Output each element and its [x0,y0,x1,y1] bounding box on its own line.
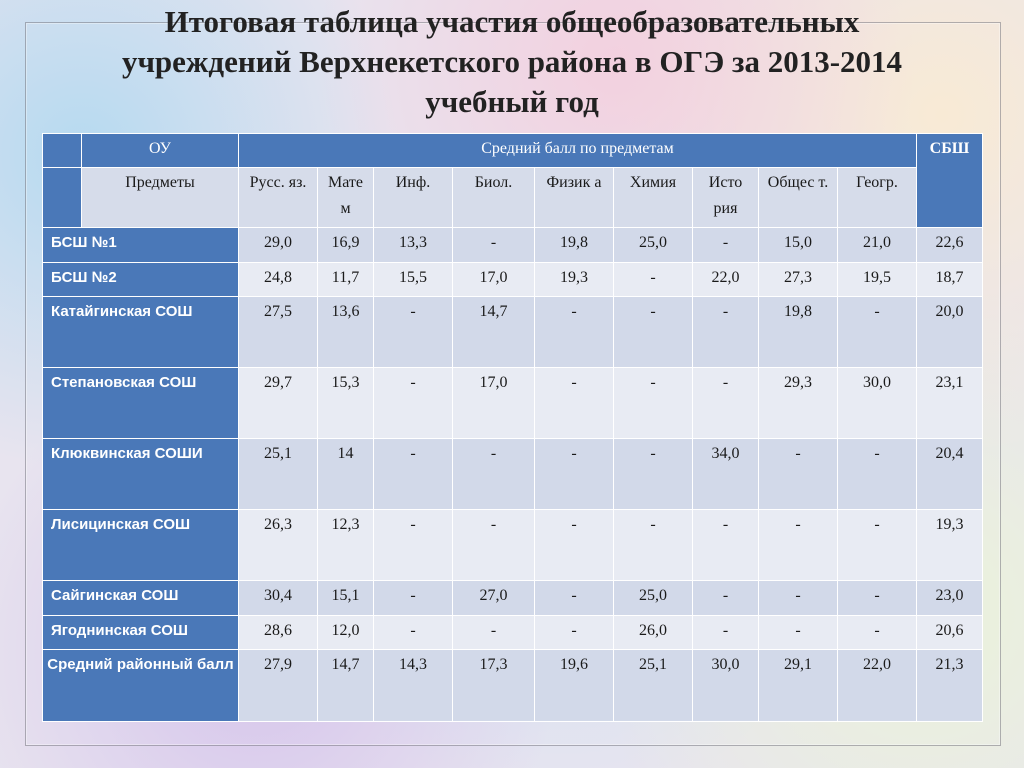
score-cell: - [374,368,453,439]
score-cell: 17,0 [453,368,535,439]
score-cell: 14 [318,439,374,510]
table-row [43,228,983,263]
score-cell: - [374,581,453,616]
school-name: Ягоднинская СОШ [43,616,239,650]
table-row [43,650,983,722]
score-cell: 15,5 [374,263,453,297]
sbsh-cell: 20,6 [917,616,983,650]
score-cell: 29,0 [239,228,318,263]
subject-cell: Геогр. [838,168,917,228]
score-cell: 19,6 [535,650,614,722]
score-cell: 12,0 [318,616,374,650]
title-line-3: учебный год [425,84,599,119]
subject-cell: Химия [614,168,693,228]
score-cell: 29,7 [239,368,318,439]
title-line-2: учреждений Верхнекетского района в ОГЭ за 2013-2014 [121,44,903,79]
sbsh-cell: 18,7 [917,263,983,297]
score-cell: - [614,510,693,581]
school-name: БСШ №2 [43,263,239,297]
subject-cell: Русс. яз. [239,168,318,228]
sbsh-cell: 19,3 [917,510,983,581]
score-cell: 27,5 [239,297,318,368]
score-cell: 26,3 [239,510,318,581]
table-row [43,368,983,439]
header-row [43,134,983,168]
table-row [43,263,983,297]
results-table [42,133,983,722]
score-cell: 30,4 [239,581,318,616]
table-row [43,439,983,510]
score-cell: - [374,439,453,510]
score-cell: - [535,368,614,439]
score-cell: 29,3 [759,368,838,439]
score-cell: 14,3 [374,650,453,722]
score-cell: 25,0 [614,228,693,263]
school-name: Сайгинская СОШ [43,581,239,616]
school-name: БСШ №1 [43,228,239,263]
score-cell: - [614,368,693,439]
corner-cell [43,134,82,168]
score-cell: - [693,581,759,616]
school-name: Средний районный балл [43,650,239,722]
school-name: Клюквинская СОШИ [43,439,239,510]
header-sbsh: СБШ [917,134,983,228]
score-cell: 25,1 [239,439,318,510]
score-cell: 24,8 [239,263,318,297]
score-cell: - [453,616,535,650]
sbsh-cell: 21,3 [917,650,983,722]
score-cell: - [535,439,614,510]
score-cell: 27,0 [453,581,535,616]
table-row [43,510,983,581]
score-cell: - [453,510,535,581]
score-cell: 25,1 [614,650,693,722]
score-cell: - [374,510,453,581]
sbsh-cell: 23,0 [917,581,983,616]
score-cell: 12,3 [318,510,374,581]
table-body [43,134,983,722]
score-cell: 11,7 [318,263,374,297]
school-name: Степановская СОШ [43,368,239,439]
score-cell: - [693,297,759,368]
header-ou: ОУ [82,134,239,168]
score-cell: 27,9 [239,650,318,722]
score-cell: 17,3 [453,650,535,722]
sbsh-cell: 20,0 [917,297,983,368]
score-cell: - [614,297,693,368]
score-cell: - [614,439,693,510]
score-cell: - [693,510,759,581]
score-cell: 14,7 [453,297,535,368]
score-cell: 15,1 [318,581,374,616]
subject-cell: Биол. [453,168,535,228]
score-cell: - [838,510,917,581]
subject-cell: Мате м [318,168,374,228]
school-name: Лисицинская СОШ [43,510,239,581]
score-cell: - [453,228,535,263]
score-cell: - [838,439,917,510]
score-cell: 28,6 [239,616,318,650]
score-cell: - [535,616,614,650]
score-cell: 27,3 [759,263,838,297]
score-cell: 15,0 [759,228,838,263]
subjects-label: Предметы [82,168,239,228]
score-cell: - [693,368,759,439]
score-cell: 29,1 [759,650,838,722]
score-cell: 26,0 [614,616,693,650]
score-cell: 19,8 [535,228,614,263]
subject-cell: Общес т. [759,168,838,228]
score-cell: - [759,616,838,650]
score-cell: - [453,439,535,510]
score-cell: 17,0 [453,263,535,297]
score-cell: - [535,510,614,581]
score-cell: - [693,616,759,650]
score-cell: - [838,297,917,368]
score-cell: - [614,263,693,297]
score-cell: - [374,616,453,650]
score-cell: - [759,510,838,581]
score-cell: 30,0 [693,650,759,722]
score-cell: 25,0 [614,581,693,616]
page-title [40,2,984,122]
table-row [43,616,983,650]
score-cell: 34,0 [693,439,759,510]
score-cell: - [759,581,838,616]
subject-cell: Физик а [535,168,614,228]
score-cell: - [535,581,614,616]
corner-cell-2 [43,168,82,228]
score-cell: - [535,297,614,368]
score-cell: 15,3 [318,368,374,439]
score-cell: 19,5 [838,263,917,297]
score-cell: - [838,581,917,616]
school-name: Катайгинская СОШ [43,297,239,368]
sbsh-cell: 20,4 [917,439,983,510]
score-cell: - [693,228,759,263]
score-cell: 30,0 [838,368,917,439]
table-row [43,581,983,616]
sbsh-cell: 22,6 [917,228,983,263]
header-avg: Средний балл по предметам [239,134,917,168]
score-cell: - [759,439,838,510]
score-cell: 13,3 [374,228,453,263]
score-cell: 13,6 [318,297,374,368]
score-cell: 22,0 [838,650,917,722]
subject-cell: Исто рия [693,168,759,228]
table-row [43,297,983,368]
title-line-1: Итоговая таблица участия общеобразовательных [164,4,860,39]
sbsh-cell: 23,1 [917,368,983,439]
score-cell: 22,0 [693,263,759,297]
score-cell: - [838,616,917,650]
score-cell: 19,3 [535,263,614,297]
score-cell: 16,9 [318,228,374,263]
score-cell: 14,7 [318,650,374,722]
score-cell: - [374,297,453,368]
score-cell: 19,8 [759,297,838,368]
subjects-row [43,168,983,228]
score-cell: 21,0 [838,228,917,263]
subject-cell: Инф. [374,168,453,228]
